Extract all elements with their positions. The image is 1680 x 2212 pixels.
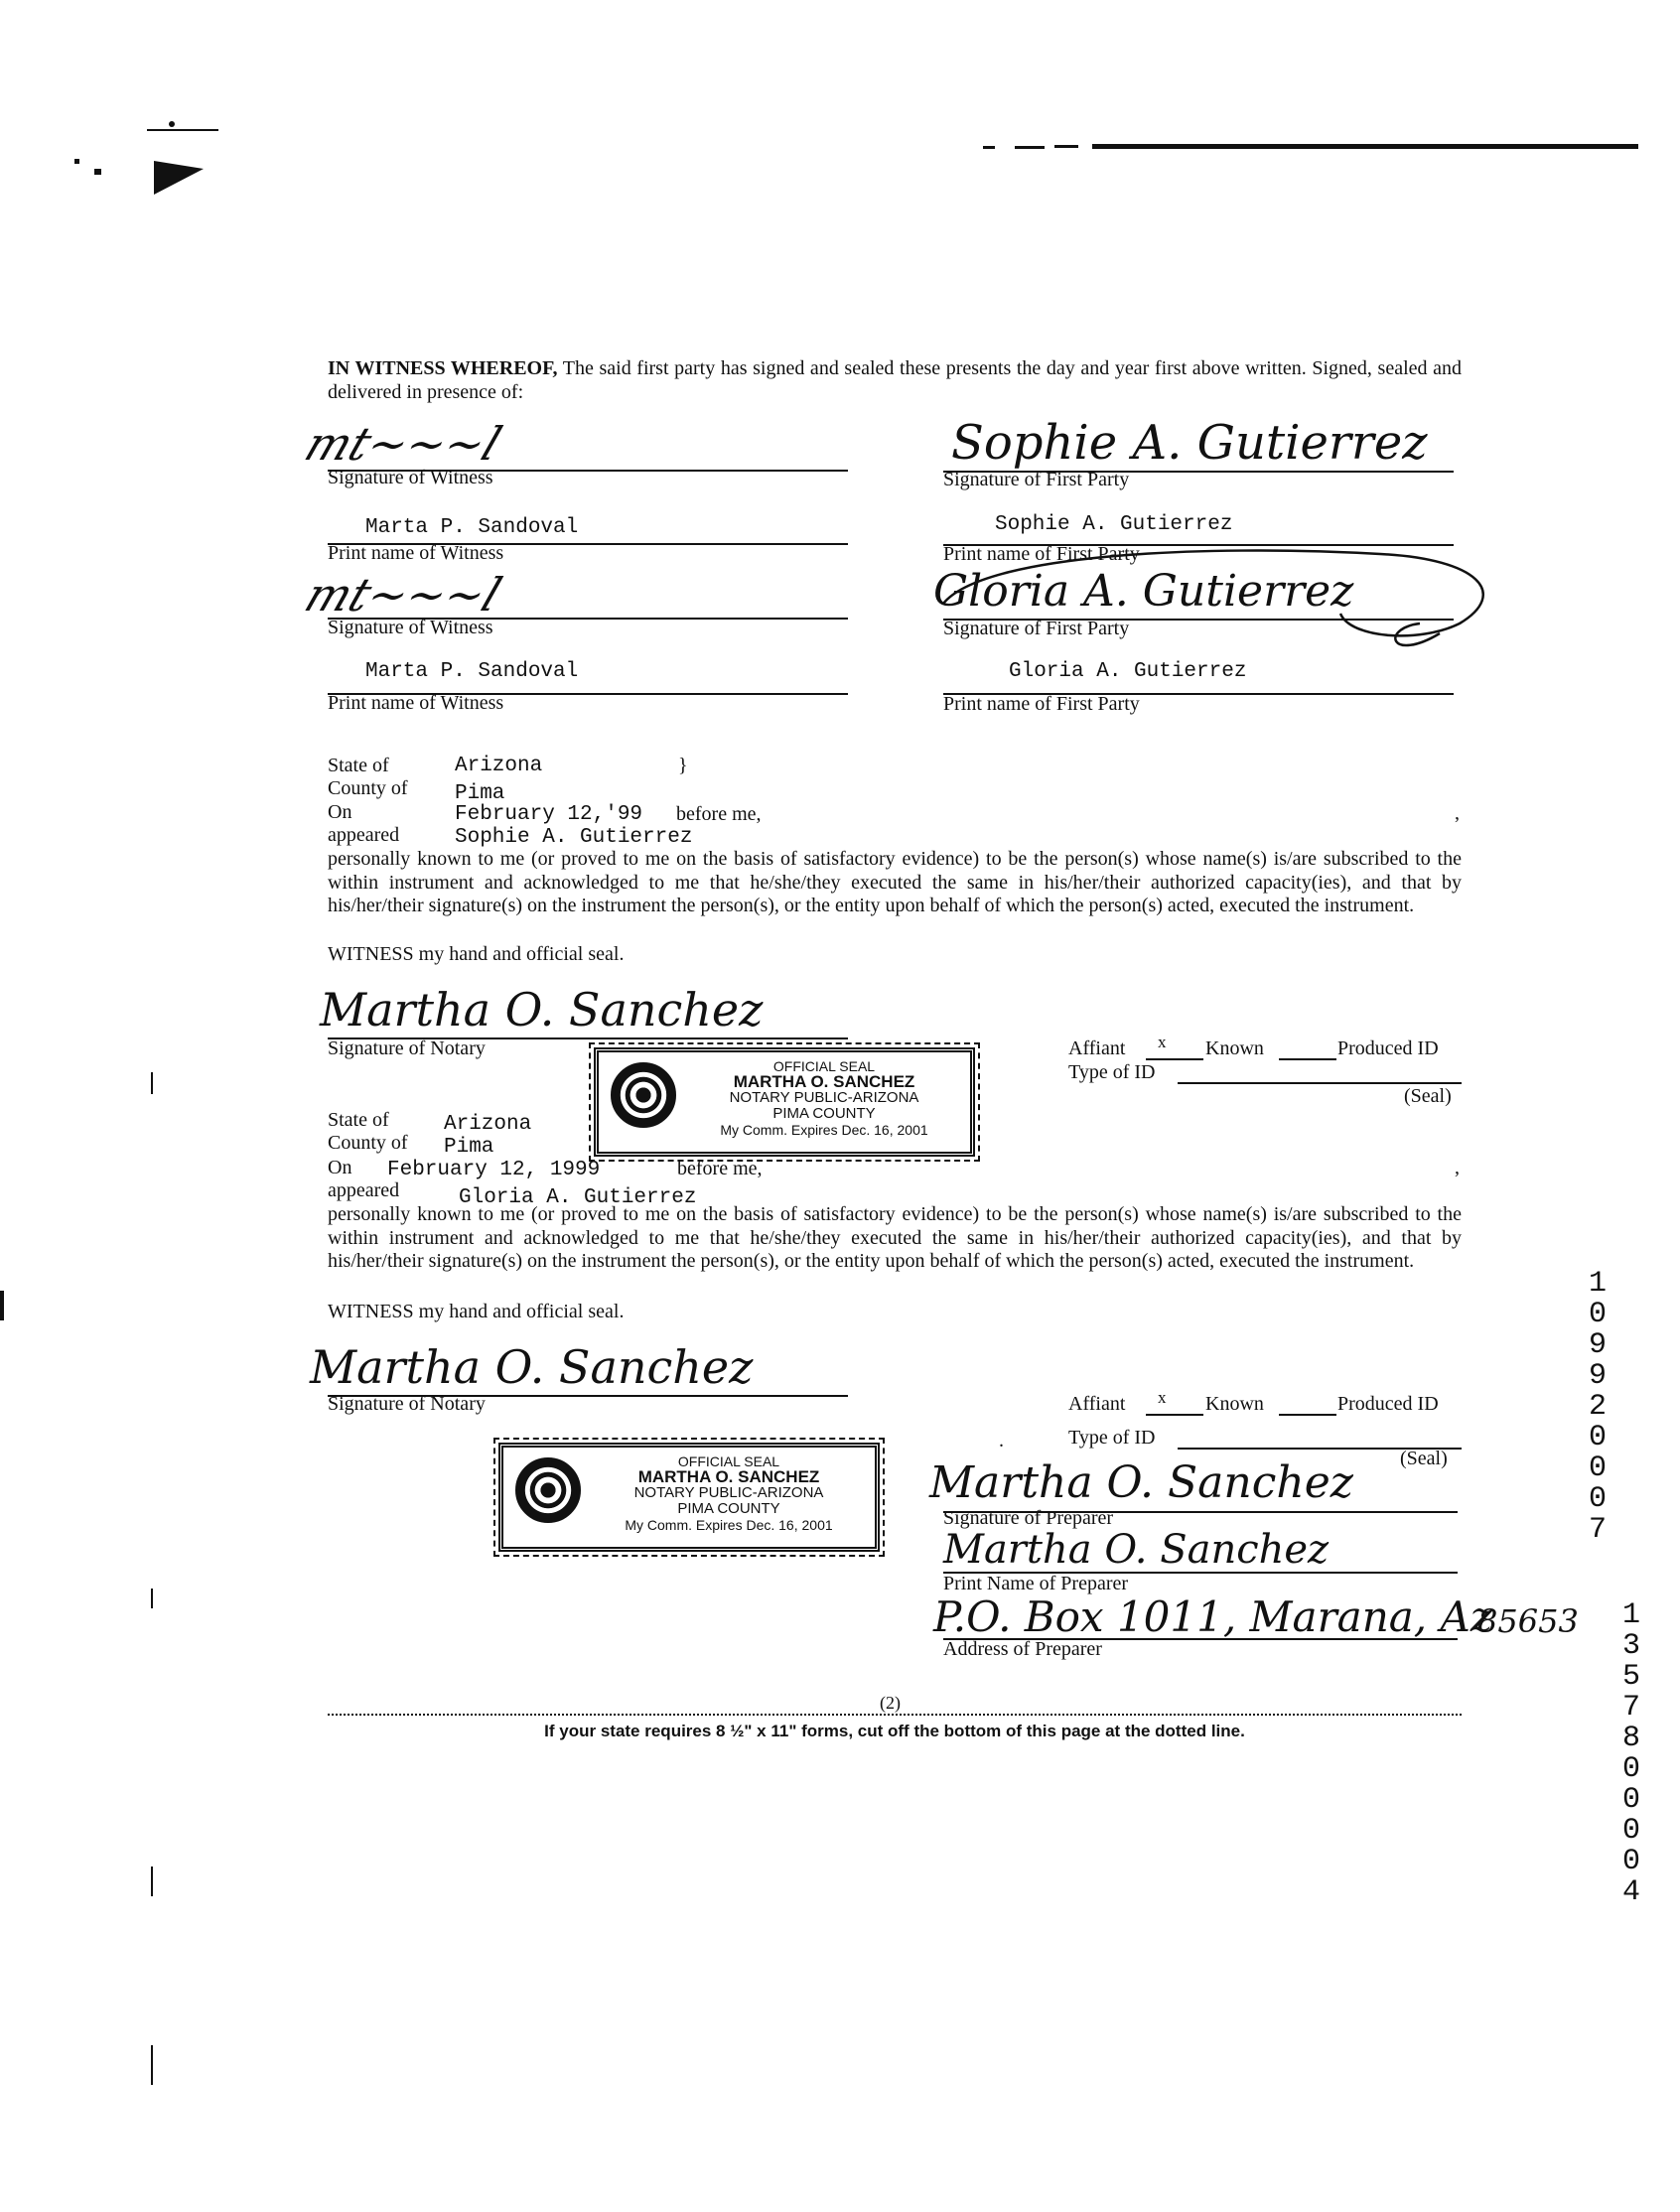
scan-mark	[151, 1589, 153, 1608]
ack2-produced-label: Produced ID	[1337, 1393, 1439, 1415]
witness-2-signature-label: Signature of Witness	[328, 617, 493, 638]
witness-2-print-label: Print name of Witness	[328, 692, 504, 714]
first-party-2-print-label: Print name of First Party	[943, 693, 1140, 715]
seal-role: NOTARY PUBLIC-ARIZONA	[633, 1484, 824, 1501]
ack1-affiant-line	[1146, 1058, 1203, 1060]
ack2-on-value: February 12, 1999	[387, 1159, 601, 1181]
ack1-on-label: On	[328, 801, 352, 823]
witness-1-print-value: Marta P. Sandoval	[365, 516, 579, 539]
opening-lead: IN WITNESS WHEREOF,	[328, 357, 558, 379]
witness-1-signature: mt~~~l	[298, 417, 509, 471]
seal-county: PIMA COUNTY	[677, 1500, 780, 1517]
ack2-on-label: On	[328, 1157, 352, 1178]
ack1-county-value: Pima	[455, 782, 505, 805]
ack2-affiant-mark: x	[1158, 1388, 1167, 1407]
ack2-notary-signature: Martha O. Sanchez	[310, 1340, 754, 1394]
ack2-county-label: County of	[328, 1132, 408, 1154]
ack1-known-label: Known	[1205, 1037, 1264, 1059]
ack2-witness-line: WITNESS my hand and official seal.	[328, 1301, 625, 1322]
first-party-1-signature: Sophie A. Gutierrez	[951, 415, 1428, 471]
ack1-body: personally known to me (or proved to me on the basis of satisfactory evidence) to be the person(s) whose name(s) is/are subscribed to the within instrument and acknowledged to me that he/she/they executed the same in his/her/their authorized capacity(ies), and that by his/her/their signature(s) on the instrument the person(s), or the entity upon behalf of which the person(s) acted, executed the instrument.	[328, 848, 1462, 916]
first-party-2-signature: Gloria A. Gutierrez	[933, 566, 1354, 617]
seal-county: PIMA COUNTY	[772, 1105, 876, 1122]
scan-mark	[151, 1866, 153, 1896]
ack2-comma: ,	[1455, 1157, 1460, 1178]
first-party-1-signature-label: Signature of First Party	[943, 469, 1130, 490]
footer-note: If your state requires 8 ½" x 11" forms, cut off the bottom of this page at the dotted line.	[544, 1722, 1245, 1740]
margin-number-bottom: 13578 00004	[1621, 1598, 1640, 1909]
seal-expires: My Comm. Expires Dec. 16, 2001	[625, 1517, 833, 1533]
witness-1-signature-label: Signature of Witness	[328, 467, 493, 488]
ack1-appeared-value: Sophie A. Gutierrez	[455, 826, 693, 849]
ack2-before-me: before me,	[677, 1158, 763, 1179]
first-party-1-print-value: Sophie A. Gutierrez	[995, 513, 1233, 536]
ack1-state-label: State of	[328, 755, 389, 776]
ack1-seal-label: (Seal)	[1404, 1085, 1452, 1107]
scan-mark	[94, 169, 101, 175]
scan-mark	[0, 1291, 4, 1320]
ack1-state-value: Arizona	[455, 755, 543, 777]
ack2-affiant-line	[1146, 1414, 1203, 1416]
ack1-known-line	[1279, 1058, 1336, 1060]
scan-mark	[154, 161, 204, 195]
scan-mark	[74, 159, 79, 164]
ack1-typeid-label: Type of ID	[1068, 1061, 1156, 1083]
first-party-1-print-label: Print name of First Party	[943, 543, 1140, 565]
scan-mark	[1054, 145, 1078, 148]
ack1-county-label: County of	[328, 777, 408, 799]
ack1-brace: }	[678, 755, 688, 776]
state-seal-emblem	[515, 1457, 581, 1523]
scan-mark	[147, 129, 218, 131]
scan-mark	[151, 1072, 153, 1094]
ack2-notary-label: Signature of Notary	[328, 1393, 486, 1415]
ack2-affiant-label: Affiant	[1068, 1393, 1126, 1415]
witness-2-print-value: Marta P. Sandoval	[365, 660, 579, 683]
ack2-appeared-value: Gloria A. Gutierrez	[459, 1186, 697, 1209]
preparer-signature: Martha O. Sanchez	[929, 1457, 1353, 1508]
ack2-known-label: Known	[1205, 1393, 1264, 1415]
ack1-typeid-line	[1178, 1082, 1462, 1084]
ack2-notary-seal	[498, 1443, 880, 1552]
witness-2-signature: mt~~~l	[298, 568, 509, 622]
first-party-2-print-value: Gloria A. Gutierrez	[1009, 660, 1247, 683]
ack2-seal-label: (Seal)	[1400, 1448, 1448, 1469]
ack1-affiant-mark: x	[1158, 1033, 1167, 1051]
ack2-typeid-label: Type of ID	[1068, 1427, 1156, 1449]
ack2-body: personally known to me (or proved to me on the basis of satisfactory evidence) to be the person(s) whose name(s) is/are subscribed to the within instrument and acknowledged to me that he/she/they executed the same in his/her/their authorized capacity(ies), and that by his/her/their signature(s) on the instrument the person(s), or the entity upon behalf of which the person(s) acted, executed the instrument.	[328, 1203, 1462, 1272]
first-party-2-signature-label: Signature of First Party	[943, 618, 1130, 639]
scan-mark	[151, 2045, 153, 2085]
preparer-address-handwritten: P.O. Box 1011, Marana, Az	[933, 1592, 1492, 1641]
ack2-dot: .	[999, 1430, 1004, 1452]
ack1-on-value: February 12,'99	[455, 803, 643, 826]
scan-mark	[169, 121, 175, 127]
scan-mark	[1092, 144, 1638, 149]
seal-role: NOTARY PUBLIC-ARIZONA	[729, 1089, 919, 1106]
page-number: (2)	[880, 1693, 901, 1713]
ack1-appeared-label: appeared	[328, 824, 400, 846]
ack1-produced-label: Produced ID	[1337, 1037, 1439, 1059]
opening-paragraph	[328, 357, 1462, 404]
seal-title: OFFICIAL SEAL	[772, 1058, 876, 1074]
ack1-before-me: before me,	[676, 803, 762, 825]
ack1-notary-signature: Martha O. Sanchez	[320, 983, 764, 1037]
seal-title: OFFICIAL SEAL	[677, 1453, 780, 1469]
witness-1-print-label: Print name of Witness	[328, 542, 504, 564]
ack2-known-line	[1279, 1414, 1336, 1416]
ack2-county-value: Pima	[444, 1136, 494, 1159]
ack2-state-value: Arizona	[444, 1113, 532, 1136]
ack1-notary-label: Signature of Notary	[328, 1037, 486, 1059]
preparer-name-handwritten: Martha O. Sanchez	[943, 1527, 1330, 1573]
signature-flourish	[923, 534, 1519, 663]
preparer-zip-handwritten: 85653	[1477, 1602, 1579, 1640]
seal-name: MARTHA O. SANCHEZ	[733, 1072, 915, 1091]
margin-number-top: 10992 0007	[1588, 1267, 1607, 1547]
scan-mark	[1015, 146, 1045, 149]
opening-text: The said first party has signed and sealed these presents the day and year first above written. Signed, sealed and delivered in presence of:	[328, 357, 1463, 403]
preparer-address-label: Address of Preparer	[943, 1638, 1102, 1660]
ack1-comma: ,	[1455, 802, 1460, 824]
ack1-notary-seal	[594, 1047, 975, 1157]
preparer-name-label: Print Name of Preparer	[943, 1573, 1129, 1594]
ack1-witness-line: WITNESS my hand and official seal.	[328, 943, 625, 965]
seal-expires: My Comm. Expires Dec. 16, 2001	[720, 1122, 928, 1138]
preparer-signature-label: Signature of Preparer	[943, 1507, 1114, 1529]
ack2-state-label: State of	[328, 1109, 389, 1131]
ack1-affiant-label: Affiant	[1068, 1037, 1126, 1059]
cut-line	[328, 1714, 1462, 1716]
seal-name: MARTHA O. SANCHEZ	[637, 1467, 820, 1486]
ack2-appeared-label: appeared	[328, 1179, 400, 1201]
scan-mark	[983, 146, 995, 149]
state-seal-emblem	[611, 1062, 676, 1128]
